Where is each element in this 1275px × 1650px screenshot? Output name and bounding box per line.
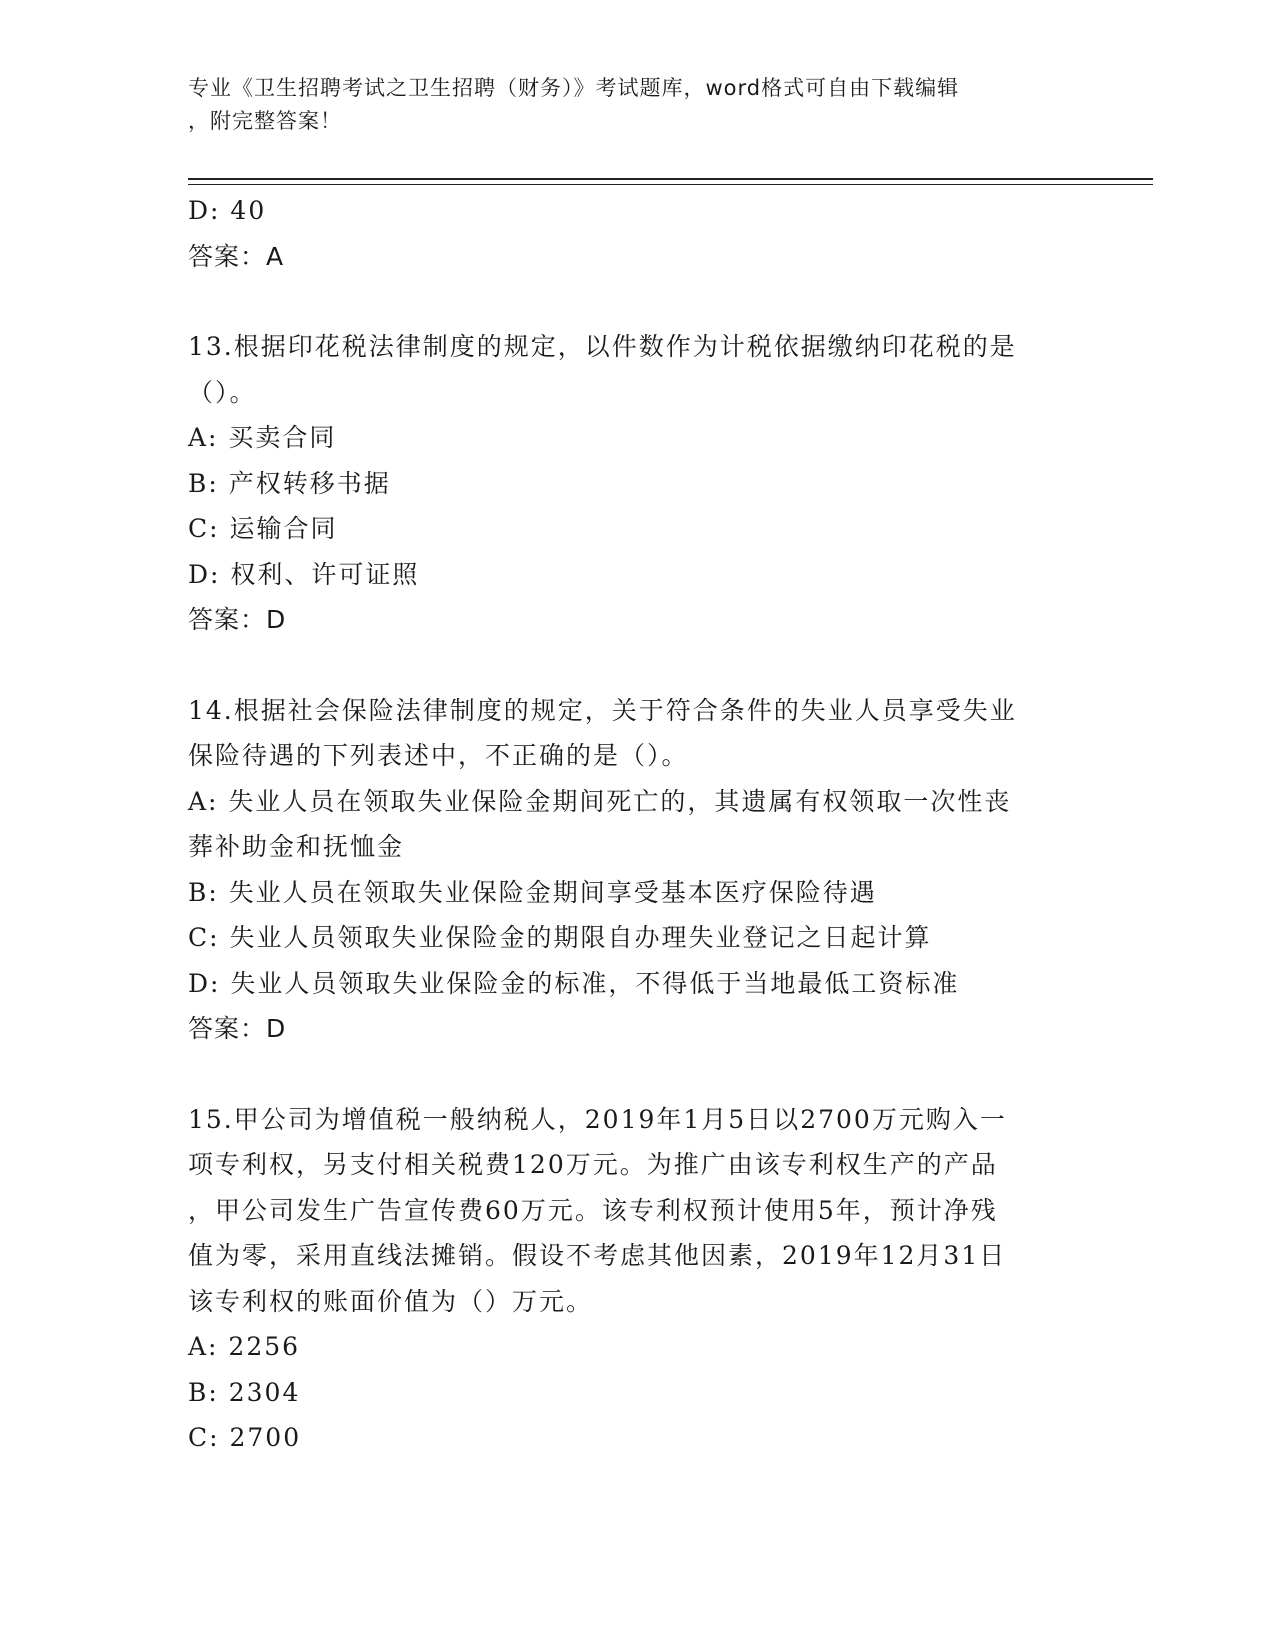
spacer [188, 279, 1078, 324]
answer-label: 答案：D [188, 1014, 287, 1043]
option-a: A: 2256 [188, 1332, 301, 1361]
option-b: B: 失业人员在领取失业保险金期间享受基本医疗保险待遇 [188, 877, 877, 907]
question-content [188, 188, 1078, 1461]
question-stem: 14.根据社会保险法律制度的规定，关于符合条件的失业人员享受失业 [188, 695, 1017, 725]
option-c: C: 运输合同 [188, 514, 338, 543]
option-d: D: 40 [188, 196, 267, 225]
option-c: C: 2700 [188, 1423, 302, 1452]
option-c: C: 失业人员领取失业保险金的期限自办理失业登记之日起计算 [188, 923, 932, 952]
option-b: B: 2304 [188, 1377, 301, 1407]
question-stem: （）。 [188, 377, 257, 407]
question-stem: 值为零，采用直线法摊销。假设不考虑其他因素，2019年12月31日 [188, 1241, 1007, 1270]
option-d: D: 权利、许可证照 [188, 559, 420, 589]
option-a-continued: 葬补助金和抚恤金 [188, 832, 405, 861]
option-d: D: 失业人员领取失业保险金的标准，不得低于当地最低工资标准 [188, 968, 960, 998]
header-divider-thin [188, 184, 1153, 185]
spacer [188, 643, 1078, 688]
question-stem: ，甲公司发生广告宣传费60万元。该专利权预计使用5年，预计净残 [188, 1195, 998, 1225]
question-stem: 项专利权，另支付相关税费120万元。为推广由该专利权生产的产品 [188, 1150, 998, 1179]
header-line-1: 专业《卫生招聘考试之卫生招聘（财务）》考试题库，word格式可自由下载编辑 [188, 76, 960, 100]
question-12-tail [188, 188, 1078, 279]
question-13 [188, 324, 1078, 643]
question-stem: 13.根据印花税法律制度的规定，以件数作为计税依据缴纳印花税的是 [188, 332, 1017, 361]
spacer [188, 1052, 1078, 1097]
page-header [188, 72, 1068, 138]
question-stem: 保险待遇的下列表述中，不正确的是（）。 [188, 741, 689, 770]
answer-label: 答案：D [188, 605, 287, 634]
option-a: A: 买卖合同 [188, 423, 337, 452]
answer-label: 答案：A [188, 241, 285, 271]
option-b: B: 产权转移书据 [188, 468, 391, 498]
question-15 [188, 1097, 1078, 1461]
question-14 [188, 688, 1078, 1052]
question-stem: 15.甲公司为增值税一般纳税人，2019年1月5日以2700万元购入一 [188, 1104, 1007, 1134]
question-stem: 该专利权的账面价值为（）万元。 [188, 1286, 594, 1316]
option-a: A: 失业人员在领取失业保险金期间死亡的，其遗属有权领取一次性丧 [188, 786, 1012, 816]
header-divider-thick [188, 178, 1153, 180]
header-line-2: ，附完整答案！ [188, 109, 342, 133]
